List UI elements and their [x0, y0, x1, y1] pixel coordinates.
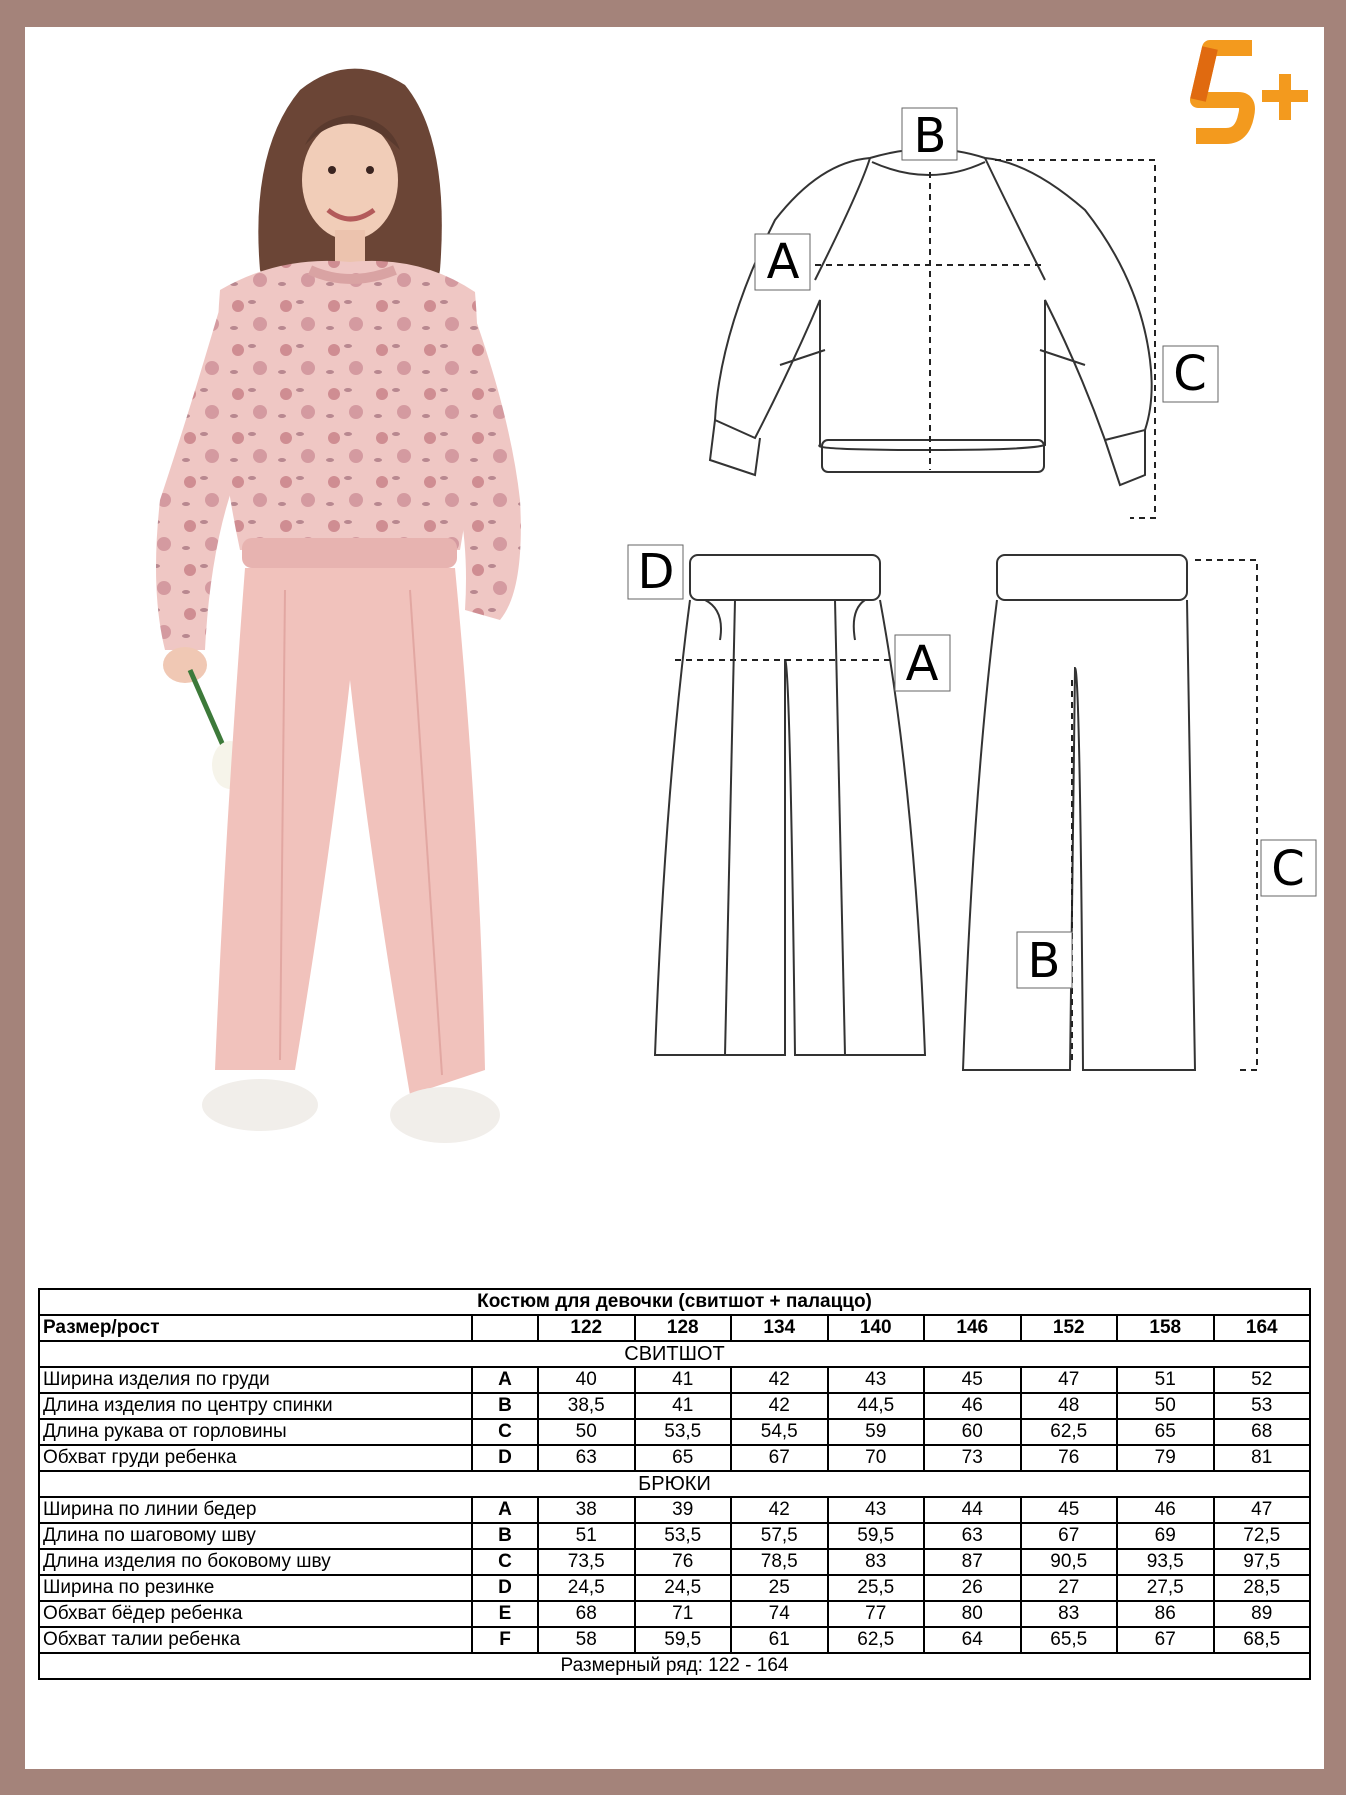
table-row	[39, 1627, 1310, 1653]
measurement-value: 25,5	[828, 1575, 925, 1601]
measurement-value: 44	[924, 1497, 1021, 1523]
measurement-code: C	[472, 1549, 538, 1575]
measurement-value: 41	[635, 1393, 732, 1419]
size-col-header: 128	[635, 1315, 732, 1341]
measurement-value: 46	[924, 1393, 1021, 1419]
measurement-value: 40	[538, 1367, 635, 1393]
measurement-value: 50	[1117, 1393, 1214, 1419]
measurement-value: 77	[828, 1601, 925, 1627]
measurement-code: C	[472, 1419, 538, 1445]
measurement-code: D	[472, 1445, 538, 1471]
measurement-value: 43	[828, 1497, 925, 1523]
measurement-value: 42	[731, 1367, 828, 1393]
measurement-value: 87	[924, 1549, 1021, 1575]
table-row	[39, 1419, 1310, 1445]
measurement-value: 67	[731, 1445, 828, 1471]
measurement-value: 72,5	[1214, 1523, 1311, 1549]
measurement-value: 65	[635, 1445, 732, 1471]
measurement-value: 65,5	[1021, 1627, 1118, 1653]
measurement-code: B	[472, 1393, 538, 1419]
measurement-value: 38,5	[538, 1393, 635, 1419]
trousers-label-c: C	[1271, 841, 1305, 897]
measurement-value: 46	[1117, 1497, 1214, 1523]
size-header: Размер/рост	[39, 1315, 472, 1341]
section-title: СВИТШОТ	[39, 1341, 1310, 1367]
measurement-label: Ширина по линии бедер	[39, 1497, 472, 1523]
measurement-value: 68	[538, 1601, 635, 1627]
measurement-label: Длина изделия по центру спинки	[39, 1393, 472, 1419]
code-header	[472, 1315, 538, 1341]
measurement-value: 39	[635, 1497, 732, 1523]
measurement-value: 61	[731, 1627, 828, 1653]
table-row	[39, 1549, 1310, 1575]
measurement-value: 25	[731, 1575, 828, 1601]
measurement-value: 26	[924, 1575, 1021, 1601]
measurement-label: Длина изделия по боковому шву	[39, 1549, 472, 1575]
measurement-value: 76	[635, 1549, 732, 1575]
measurement-value: 42	[731, 1497, 828, 1523]
table-row	[39, 1497, 1310, 1523]
brand-logo-icon	[1190, 40, 1315, 155]
trousers-sketch	[625, 540, 1325, 1240]
table-row	[39, 1445, 1310, 1471]
measurement-value: 68	[1214, 1419, 1311, 1445]
measurement-value: 45	[1021, 1497, 1118, 1523]
measurement-value: 58	[538, 1627, 635, 1653]
measurement-value: 53	[1214, 1393, 1311, 1419]
table-row	[39, 1523, 1310, 1549]
measurement-label: Обхват груди ребенка	[39, 1445, 472, 1471]
table-row	[39, 1367, 1310, 1393]
measurement-value: 59,5	[828, 1523, 925, 1549]
measurement-value: 64	[924, 1627, 1021, 1653]
measurement-value: 59	[828, 1419, 925, 1445]
trousers-label-a: A	[905, 636, 939, 692]
measurement-code: E	[472, 1601, 538, 1627]
section-row	[39, 1471, 1310, 1497]
measurement-code: F	[472, 1627, 538, 1653]
measurement-value: 42	[731, 1393, 828, 1419]
measurement-value: 53,5	[635, 1523, 732, 1549]
measurement-value: 44,5	[828, 1393, 925, 1419]
measurement-value: 24,5	[635, 1575, 732, 1601]
size-col-header: 146	[924, 1315, 1021, 1341]
size-col-header: 140	[828, 1315, 925, 1341]
section-row	[39, 1341, 1310, 1367]
measurement-value: 62,5	[828, 1627, 925, 1653]
measurement-value: 59,5	[635, 1627, 732, 1653]
sweatshirt-label-a: A	[766, 234, 800, 290]
measurement-value: 70	[828, 1445, 925, 1471]
measurement-label: Длина по шаговому шву	[39, 1523, 472, 1549]
measurement-label: Ширина изделия по груди	[39, 1367, 472, 1393]
measurement-code: A	[472, 1497, 538, 1523]
measurement-value: 28,5	[1214, 1575, 1311, 1601]
measurement-value: 67	[1021, 1523, 1118, 1549]
measurement-value: 65	[1117, 1419, 1214, 1445]
measurement-value: 83	[828, 1549, 925, 1575]
measurement-value: 79	[1117, 1445, 1214, 1471]
measurement-value: 63	[924, 1523, 1021, 1549]
measurement-value: 43	[828, 1367, 925, 1393]
table-row	[39, 1601, 1310, 1627]
measurement-code: B	[472, 1523, 538, 1549]
table-title: Костюм для девочки (свитшот + палаццо)	[39, 1289, 1310, 1315]
measurement-value: 45	[924, 1367, 1021, 1393]
size-chart-table	[38, 1288, 1311, 1680]
measurement-label: Обхват бёдер ребенка	[39, 1601, 472, 1627]
measurement-label: Обхват талии ребенка	[39, 1627, 472, 1653]
measurement-value: 78,5	[731, 1549, 828, 1575]
measurement-value: 63	[538, 1445, 635, 1471]
section-title: БРЮКИ	[39, 1471, 1310, 1497]
measurement-value: 52	[1214, 1367, 1311, 1393]
measurement-value: 80	[924, 1601, 1021, 1627]
measurement-value: 74	[731, 1601, 828, 1627]
measurement-code: D	[472, 1575, 538, 1601]
measurement-label: Ширина по резинке	[39, 1575, 472, 1601]
measurement-value: 48	[1021, 1393, 1118, 1419]
measurement-value: 97,5	[1214, 1549, 1311, 1575]
measurement-value: 73,5	[538, 1549, 635, 1575]
measurement-value: 51	[1117, 1367, 1214, 1393]
measurement-value: 89	[1214, 1601, 1311, 1627]
measurement-value: 90,5	[1021, 1549, 1118, 1575]
sweatshirt-label-c: C	[1173, 346, 1207, 402]
measurement-value: 93,5	[1117, 1549, 1214, 1575]
table-row	[39, 1393, 1310, 1419]
measurement-value: 38	[538, 1497, 635, 1523]
measurement-value: 27,5	[1117, 1575, 1214, 1601]
size-col-header: 164	[1214, 1315, 1311, 1341]
measurement-value: 27	[1021, 1575, 1118, 1601]
measurement-value: 47	[1214, 1497, 1311, 1523]
sweatshirt-sketch	[700, 100, 1207, 530]
measurement-value: 67	[1117, 1627, 1214, 1653]
measurement-value: 71	[635, 1601, 732, 1627]
size-col-header: 152	[1021, 1315, 1118, 1341]
measurement-code: A	[472, 1367, 538, 1393]
trousers-label-d: D	[637, 544, 675, 600]
measurement-value: 69	[1117, 1523, 1214, 1549]
size-col-header: 122	[538, 1315, 635, 1341]
measurement-value: 60	[924, 1419, 1021, 1445]
measurement-value: 76	[1021, 1445, 1118, 1471]
measurement-value: 68,5	[1214, 1627, 1311, 1653]
model-photo	[130, 30, 570, 1280]
measurement-value: 41	[635, 1367, 732, 1393]
measurement-value: 57,5	[731, 1523, 828, 1549]
trousers-label-b: B	[1027, 933, 1061, 989]
measurement-value: 47	[1021, 1367, 1118, 1393]
measurement-value: 54,5	[731, 1419, 828, 1445]
measurement-label: Длина рукава от горловины	[39, 1419, 472, 1445]
size-col-header: 134	[731, 1315, 828, 1341]
measurement-value: 62,5	[1021, 1419, 1118, 1445]
table-body	[39, 1341, 1310, 1653]
measurement-value: 86	[1117, 1601, 1214, 1627]
size-col-header: 158	[1117, 1315, 1214, 1341]
measurement-value: 83	[1021, 1601, 1118, 1627]
measurement-value: 53,5	[635, 1419, 732, 1445]
measurement-value: 81	[1214, 1445, 1311, 1471]
measurement-value: 51	[538, 1523, 635, 1549]
measurement-value: 24,5	[538, 1575, 635, 1601]
size-range-footer: Размерный ряд: 122 - 164	[39, 1653, 1310, 1679]
measurement-value: 50	[538, 1419, 635, 1445]
measurement-value: 73	[924, 1445, 1021, 1471]
sweatshirt-label-b: B	[913, 108, 947, 164]
table-row	[39, 1575, 1310, 1601]
